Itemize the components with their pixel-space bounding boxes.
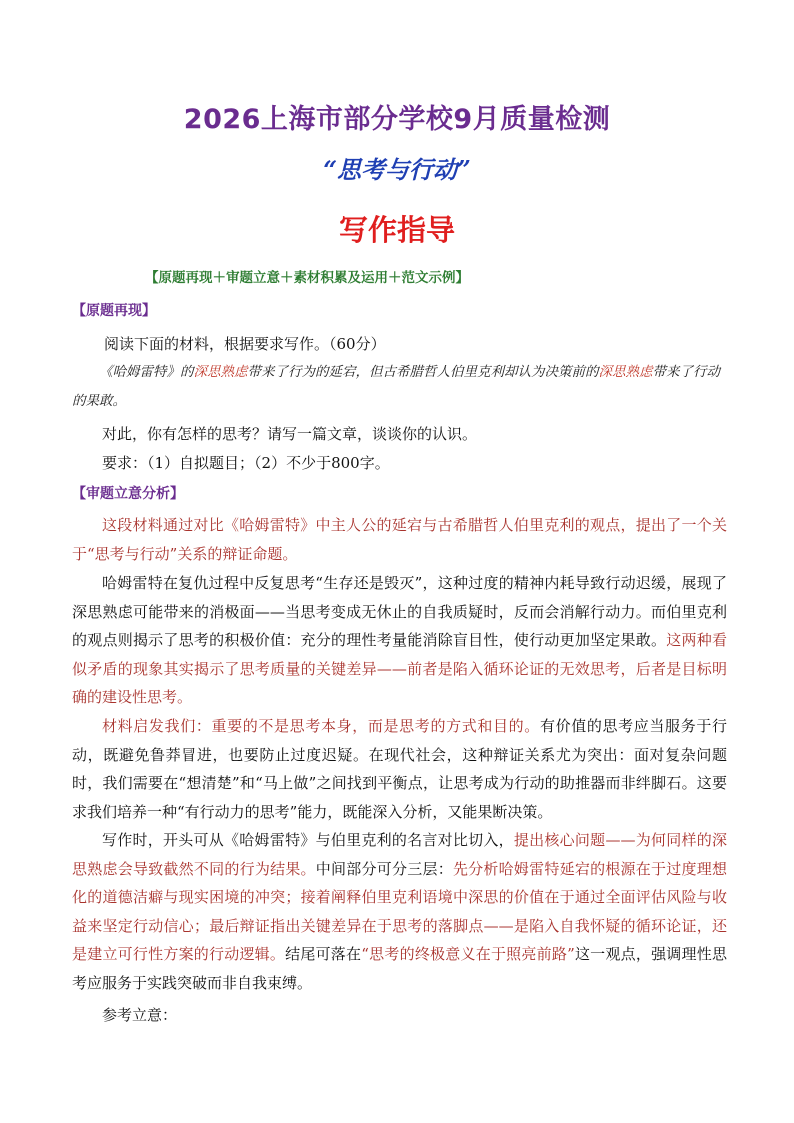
p4-c: 中间部分可分三层： [315,859,453,878]
exam-title: 2026上海市部分学校9月质量检测 [183,104,611,135]
outline-subtitle: 【原题再现＋审题立意＋素材积累及运用＋范文示例】 [145,270,469,286]
analysis-paragraph-2 [72,569,727,712]
quote-highlight-1: 深思熟虑 [193,364,248,380]
p2-text: 哈姆雷特在复仇过程中反复思考“生存还是毁灭”，这种过度的精神内耗导致行动迟缓，展现了深思熟虑可能带来的消极面——当思考变成无休止的自我质疑时，反而会消解行动力。而伯里克利的观点则揭示了思考的积极价值：充分的理性考量能消除盲目性，使行动更加坚定果敢。 [72,574,727,649]
section-heading-analysis: 【审题立意分析】 [72,486,184,502]
task-intro: 阅读下面的材料，根据要求写作。（60分） [104,335,386,353]
quote-part-b: 带来了行为的延宕，但古希腊哲人伯里克利却认为决策前的 [247,364,599,380]
p4-g: 这一观点，强调理性思考应服务于实践突破而非自我束缚。 [72,945,727,992]
reference-label: 参考立意： [102,1006,178,1024]
analysis-paragraph-3 [72,712,727,826]
p4-d: 先分析哈姆雷特延宕的根源在于过度理想化的道德洁癖与现实困境的冲突；接着阐释伯里克利语境中深思的价值在于通过全面评估风险与收益来坚定行动信心；最后辩证指出关键差异在于思考的落脚点——是陷入自我怀疑的循环论证，还是建立可行性方案的行动逻辑。 [72,859,727,963]
quote-part-c: 带来了行动的果敢。 [72,364,720,409]
material-quote [72,358,727,416]
p4-e: 结尾可落在 [285,945,362,963]
task-requirement: 要求：（1）自拟题目；（2）不少于800字。 [102,454,390,472]
analysis-paragraph-4 [72,826,727,997]
quote-highlight-2: 深思熟虑 [598,364,653,380]
p3-text: 有价值的思考应当服务于行动，既避免鲁莽冒进，也要防止过度迟疑。在现代社会，这种辩证关系尤为突出：面对复杂问题时，我们需要在“想清楚”和“马上做”之间找到平衡点，让思考成为行动的助推器而非绊脚石。这要求我们培养一种“有行动力的思考”能力，既能深入分析，又能果断决策。 [72,717,727,821]
p2-highlight: 这两种看似矛盾的现象其实揭示了思考质量的关键差异——前者是陷入循环论证的无效思考，后者是目标明确的建设性思考。 [72,631,727,706]
topic-title: “思考与行动” [323,155,471,184]
quote-part-a: 《哈姆雷特》的 [99,364,194,380]
p4-a: 写作时，开头可从《哈姆雷特》与伯里克利的名言对比切入， [102,831,514,849]
section-heading-original: 【原题再现】 [72,303,156,319]
p4-f: “思考的终极意义在于照亮前路” [361,945,575,963]
analysis-paragraph-1: 这段材料通过对比《哈姆雷特》中主人公的延宕与古希腊哲人伯里克利的观点，提出了一个关于“思考与行动”关系的辩证命题。 [72,516,727,563]
p4-b: 提出核心问题——为何同样的深思熟虑会导致截然不同的行为结果。 [72,831,727,878]
task-prompt: 对此，你有怎样的思考？请写一篇文章，谈谈你的认识。 [102,425,478,443]
p3-highlight: 材料启发我们：重要的不是思考本身，而是思考的方式和目的。 [102,717,540,735]
guide-title: 写作指导 [338,213,455,247]
